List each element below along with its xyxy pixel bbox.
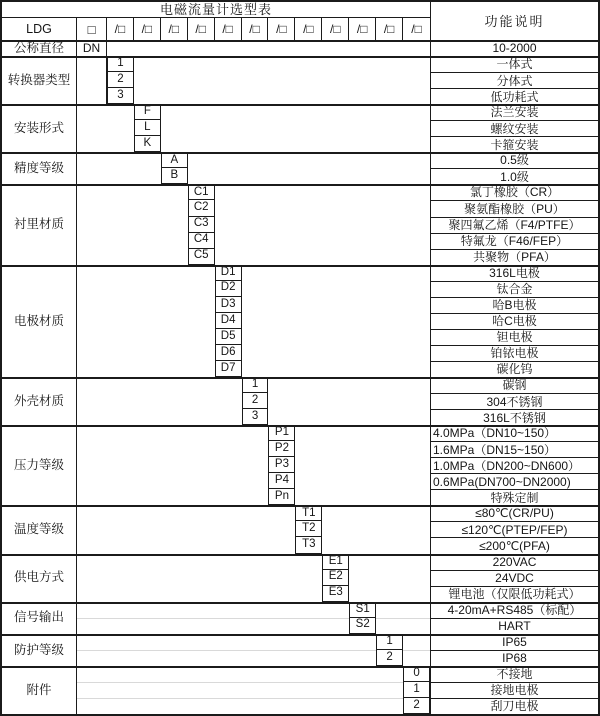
option-code-cell: T2	[295, 521, 322, 537]
section-label: 供电方式	[2, 554, 77, 602]
option-description: 316L电极	[430, 265, 598, 281]
option-code-cell: D6	[215, 345, 242, 361]
option-description: 聚四氟乙烯（F4/PTFE）	[430, 217, 598, 233]
option-description: 特氟龙（F46/FEP）	[430, 233, 598, 249]
section-label: 电极材质	[2, 265, 77, 377]
option-description: 0.5级	[430, 152, 598, 168]
option-description: 碳化钨	[430, 361, 598, 377]
option-code-cell: S1	[349, 602, 376, 618]
option-description: 碳钢	[430, 377, 598, 393]
option-code-cell: 0	[403, 666, 430, 682]
option-code-cell: 3	[107, 88, 134, 104]
model-code-slash-box: /□	[242, 18, 269, 40]
option-code-cell: 1	[242, 377, 269, 393]
option-code-cell: 2	[107, 72, 134, 88]
option-code-cell: C1	[188, 184, 215, 200]
option-description: 分体式	[430, 72, 598, 88]
option-description: 304不锈钢	[430, 393, 598, 409]
option-description: 钽电极	[430, 329, 598, 345]
option-description: 24VDC	[430, 570, 598, 586]
model-code-slash-box: /□	[215, 18, 242, 40]
model-code-slash-box: /□	[134, 18, 161, 40]
option-code-cell: F	[134, 104, 161, 120]
section-label: 公称直径	[2, 40, 77, 56]
option-description: 316L不锈钢	[430, 409, 598, 425]
option-description: 4.0MPa（DN10~150）	[430, 425, 598, 441]
option-code-cell: C4	[188, 233, 215, 249]
option-description: 哈B电极	[430, 297, 598, 313]
option-code-cell: K	[134, 136, 161, 152]
option-description: 1.0级	[430, 168, 598, 184]
option-description: ≤200℃(PFA)	[430, 537, 598, 553]
option-code-cell: 2	[403, 698, 430, 714]
option-code-cell: Pn	[268, 489, 295, 505]
section-label: 压力等级	[2, 425, 77, 505]
option-description: 钛合金	[430, 281, 598, 297]
option-code-cell: E3	[322, 586, 349, 602]
option-code-cell: P3	[268, 457, 295, 473]
model-code-box: □	[77, 18, 107, 40]
option-code-cell: 1	[107, 56, 134, 72]
option-code-cell: D4	[215, 313, 242, 329]
option-code-cell: D7	[215, 361, 242, 377]
option-description: 一体式	[430, 56, 598, 72]
model-code-slash-box: /□	[107, 18, 134, 40]
option-code-cell: C5	[188, 249, 215, 265]
section-label: 附件	[2, 666, 77, 714]
function-column-header: 功能说明	[430, 2, 598, 40]
option-description: 10-2000	[430, 40, 598, 56]
dn-column-rule	[77, 56, 107, 104]
option-code-cell: T1	[295, 505, 322, 521]
model-code-slash-box: /□	[295, 18, 322, 40]
model-code-slash-box: /□	[161, 18, 188, 40]
option-description: 不接地	[430, 666, 598, 682]
option-code-cell: P1	[268, 425, 295, 441]
option-description: 法兰安装	[430, 104, 598, 120]
option-description: 刮刀电极	[430, 698, 598, 714]
option-code-cell: A	[161, 152, 188, 168]
option-code-cell: D3	[215, 297, 242, 313]
section-label: 精度等级	[2, 152, 77, 184]
option-code-cell: E1	[322, 554, 349, 570]
option-description: 共聚物（PFA）	[430, 249, 598, 265]
option-description: 低功耗式	[430, 88, 598, 104]
model-code-slash-box: /□	[268, 18, 295, 40]
option-code-cell: 2	[376, 650, 403, 666]
option-description: IP65	[430, 634, 598, 650]
option-code-cell: C2	[188, 200, 215, 216]
option-description: 铂铱电极	[430, 345, 598, 361]
option-code-cell: 3	[242, 409, 269, 425]
option-description: 接地电极	[430, 682, 598, 698]
option-description: 1.0MPa（DN200~DN600）	[430, 457, 598, 473]
row-divider-line	[77, 698, 430, 714]
model-prefix: LDG	[2, 18, 77, 40]
option-code-cell: 1	[403, 682, 430, 698]
option-description: 哈C电极	[430, 313, 598, 329]
row-divider-line	[77, 682, 430, 698]
option-code-cell: L	[134, 120, 161, 136]
option-code-cell: P4	[268, 473, 295, 489]
section-label: 防护等级	[2, 634, 77, 666]
model-code-slash-box: /□	[376, 18, 403, 40]
section-label: 信号输出	[2, 602, 77, 634]
option-description: 氯丁橡胶（CR）	[430, 184, 598, 200]
option-code-cell: S2	[349, 618, 376, 634]
model-code-slash-box: /□	[322, 18, 349, 40]
table-title: 电磁流量计选型表	[2, 2, 430, 18]
section-label: 安装形式	[2, 104, 77, 152]
option-description: 特殊定制	[430, 489, 598, 505]
option-code-cell: E2	[322, 570, 349, 586]
option-code-cell: P2	[268, 441, 295, 457]
section-label: 衬里材质	[2, 184, 77, 264]
option-code-cell: D5	[215, 329, 242, 345]
option-description: 锂电池（仅限低功耗式）	[430, 586, 598, 602]
option-code-cell: 1	[376, 634, 403, 650]
row-divider-line	[77, 618, 430, 634]
option-code-cell: B	[161, 168, 188, 184]
option-description: 0.6MPa(DN700~DN2000)	[430, 473, 598, 489]
option-description: 4-20mA+RS485（标配）	[430, 602, 598, 618]
section-label: 温度等级	[2, 505, 77, 553]
option-code-cell: D2	[215, 281, 242, 297]
option-description: ≤80℃(CR/PU)	[430, 505, 598, 521]
option-code-cell: 2	[242, 393, 269, 409]
model-code-slash-box: /□	[349, 18, 376, 40]
option-description: 1.6MPa（DN15~150）	[430, 441, 598, 457]
section-label: 转换器类型	[2, 56, 77, 104]
section-label: 外壳材质	[2, 377, 77, 425]
model-code-slash-box: /□	[411, 22, 422, 36]
option-code-cell: C3	[188, 217, 215, 233]
option-description: 聚氨酯橡胶（PU）	[430, 200, 598, 216]
model-code-slash-box: /□	[188, 18, 215, 40]
option-description: 卡箍安装	[430, 136, 598, 152]
option-description: HART	[430, 618, 598, 634]
option-code-cell: D1	[215, 265, 242, 281]
option-description: IP68	[430, 650, 598, 666]
option-code-cell: T3	[295, 537, 322, 553]
option-description: ≤120℃(PTEP/FEP)	[430, 521, 598, 537]
dn-column-header: DN	[77, 40, 107, 56]
option-description: 220VAC	[430, 554, 598, 570]
option-description: 螺纹安装	[430, 120, 598, 136]
